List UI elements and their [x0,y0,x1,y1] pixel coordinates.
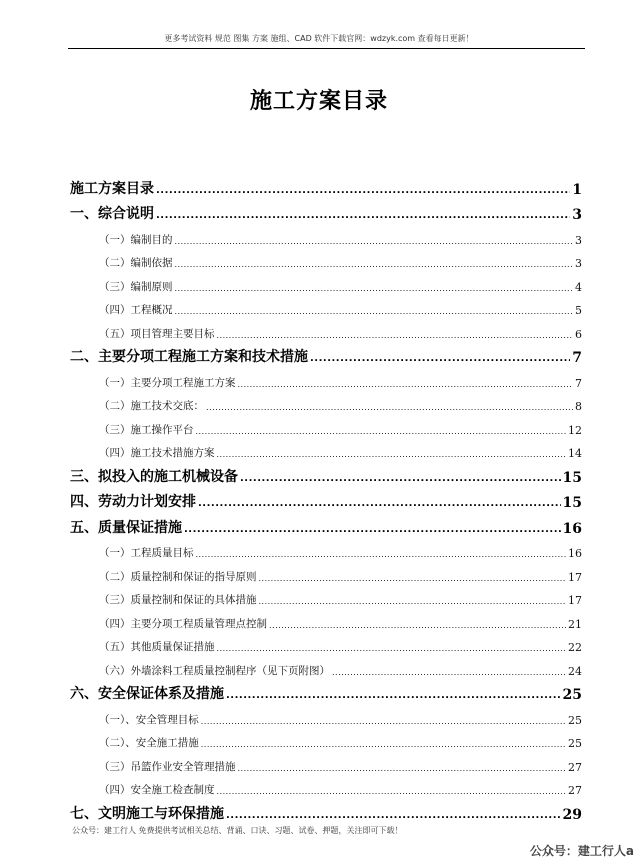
toc-entry-page-number: 4 [575,280,582,294]
toc-entry-chapter[interactable] [70,341,582,367]
toc-entry-page-number: 16 [562,520,582,537]
toc-entry-page-number: 27 [568,760,582,774]
toc-entry-section[interactable] [70,631,582,655]
toc-entry-page-number: 22 [568,641,582,654]
watermark: 公众号：建工行人a [529,844,634,858]
toc-entry-section[interactable] [70,584,582,608]
toc-entry-label: 四、劳动力计划安排 [70,494,196,510]
toc-leader-dots [196,427,567,437]
toc-leader-dots [198,497,561,511]
toc-entry-label: （三）编制原则 [99,280,173,293]
toc-entry-label: （二）、安全施工措施 [99,737,199,749]
toc-leader-dots [226,809,561,823]
toc-entry-section[interactable] [70,223,582,247]
toc-leader-dots [259,597,567,607]
toc-entry-page-number: 1 [572,181,582,198]
toc-entry-section[interactable] [70,247,582,271]
toc-entry-chapter[interactable] [70,198,582,224]
toc-entry-label: （六）外墙涂料工程质量控制程序（见下页附图） [99,664,330,677]
toc-entry-page-number: 24 [568,664,582,678]
toc-leader-dots [269,621,566,631]
toc-leader-dots [156,209,570,223]
toc-leader-dots [310,352,570,366]
toc-entry-page-number: 16 [568,547,582,560]
toc-entry-label: 五、质量保证措施 [70,519,182,536]
document-title: 施工方案目录 [249,88,388,114]
toc-entry-page-number: 6 [575,327,582,341]
toc-leader-dots [259,574,567,584]
toc-entry-label: （一）编制目的 [99,233,173,246]
toc-entry-page-number: 5 [575,304,582,317]
toc-entry-section[interactable] [70,654,582,678]
toc-entry-chapter[interactable] [70,486,582,512]
toc-entry-section[interactable] [70,270,582,294]
toc-entry-label: （一）、安全管理目标 [99,713,199,726]
toc-leader-dots [201,717,566,727]
toc-entry-page-number: 3 [572,207,582,223]
toc-entry-section[interactable] [70,774,582,798]
toc-entry-label: （三）质量控制和保证的具体措施 [99,594,257,606]
toc-leader-dots [184,523,561,537]
header-rule [68,48,585,49]
toc-entry-section[interactable] [70,366,582,390]
toc-entry-section[interactable] [70,390,582,414]
toc-entry-label: （二）编制依据 [99,257,173,269]
toc-entry-section[interactable] [70,294,582,318]
toc-entry-label: （二）施工技术交底： [99,400,204,412]
toc-entry-label: （二）质量控制和保证的指导原则 [99,570,257,583]
toc-leader-dots [175,284,574,294]
toc-entry-label: （四）工程概况 [99,304,173,316]
toc-leader-dots [217,331,574,341]
toc-entry-chapter[interactable] [70,678,582,704]
toc-entry-section[interactable] [70,413,582,437]
toc-entry-page-number: 25 [568,737,582,750]
toc-leader-dots [206,403,573,413]
toc-entry-page-number: 29 [562,806,582,823]
toc-entry-page-number: 25 [562,687,582,703]
toc-entry-label: （五）项目管理主要目标 [99,327,215,340]
toc-entry-label: （一）主要分项工程施工方案 [99,376,236,389]
toc-entry-label: （三）吊篮作业安全管理措施 [99,760,236,773]
toc-entry-chapter[interactable] [70,172,582,198]
toc-entry-label: （一）工程质量目标 [99,547,194,559]
toc-entry-label: 六、安全保证体系及措施 [70,686,224,702]
page-footer: 公众号：建工行人 免费提供考试相关总结、背诵、口诀、习题、试卷、押题，关注即可下载！ [72,826,403,835]
toc-entry-page-number: 8 [575,400,582,413]
toc-entry-page-number: 17 [568,594,582,607]
toc-entry-section[interactable] [70,537,582,561]
toc-entry-page-number: 14 [568,447,582,460]
toc-leader-dots [217,644,567,654]
toc-entry-section[interactable] [70,750,582,774]
toc-leader-dots [238,380,574,390]
toc-entry-label: 施工方案目录 [70,180,154,197]
toc-entry-section[interactable] [70,727,582,751]
toc-leader-dots [332,668,566,678]
toc-entry-page-number: 15 [562,469,582,486]
toc-entry-chapter[interactable] [70,511,582,537]
toc-entry-label: 七、文明施工与环保措施 [70,805,224,822]
toc-entry-section[interactable] [70,703,582,727]
toc-entry-page-number: 25 [568,713,582,727]
toc-entry-page-number: 27 [568,784,582,797]
toc-entry-chapter[interactable] [70,797,582,823]
toc-leader-dots [175,260,574,270]
table-of-contents [70,172,582,823]
toc-leader-dots [201,740,566,750]
toc-entry-page-number: 7 [575,376,582,390]
toc-leader-dots [226,689,561,703]
toc-entry-label: （四）安全施工检查制度 [99,784,215,796]
toc-leader-dots [240,472,561,486]
toc-entry-page-number: 12 [568,423,582,437]
toc-entry-page-number: 15 [562,495,582,511]
toc-leader-dots [196,550,567,560]
toc-leader-dots [175,307,574,317]
toc-entry-page-number: 7 [572,350,582,366]
toc-leader-dots [217,450,567,460]
toc-entry-label: （四）施工技术措施方案 [99,447,215,459]
toc-entry-chapter[interactable] [70,460,582,486]
toc-entry-section[interactable] [70,317,582,341]
toc-entry-label: （五）其他质量保证措施 [99,641,215,653]
toc-entry-label: 二、主要分项工程施工方案和技术措施 [70,349,308,365]
toc-leader-dots [238,764,567,774]
toc-entry-page-number: 3 [575,257,582,270]
toc-entry-label: （四）主要分项工程质量管理点控制 [99,617,267,630]
toc-entry-page-number: 21 [568,617,582,631]
toc-entry-section[interactable] [70,560,582,584]
toc-entry-page-number: 17 [568,570,582,584]
toc-entry-label: （三）施工操作平台 [99,423,194,436]
toc-leader-dots [156,184,570,198]
toc-entry-label: 三、拟投入的施工机械设备 [70,468,238,485]
toc-leader-dots [217,787,567,797]
toc-leader-dots [175,237,574,247]
toc-entry-section[interactable] [70,437,582,461]
toc-entry-page-number: 3 [575,233,582,247]
toc-entry-label: 一、综合说明 [70,206,154,222]
page-header: 更多考试资料 规范 图集 方案 施组、CAD 软件下载官网：wdzyk.com 查看每日更新！ [164,34,474,43]
toc-entry-section[interactable] [70,607,582,631]
